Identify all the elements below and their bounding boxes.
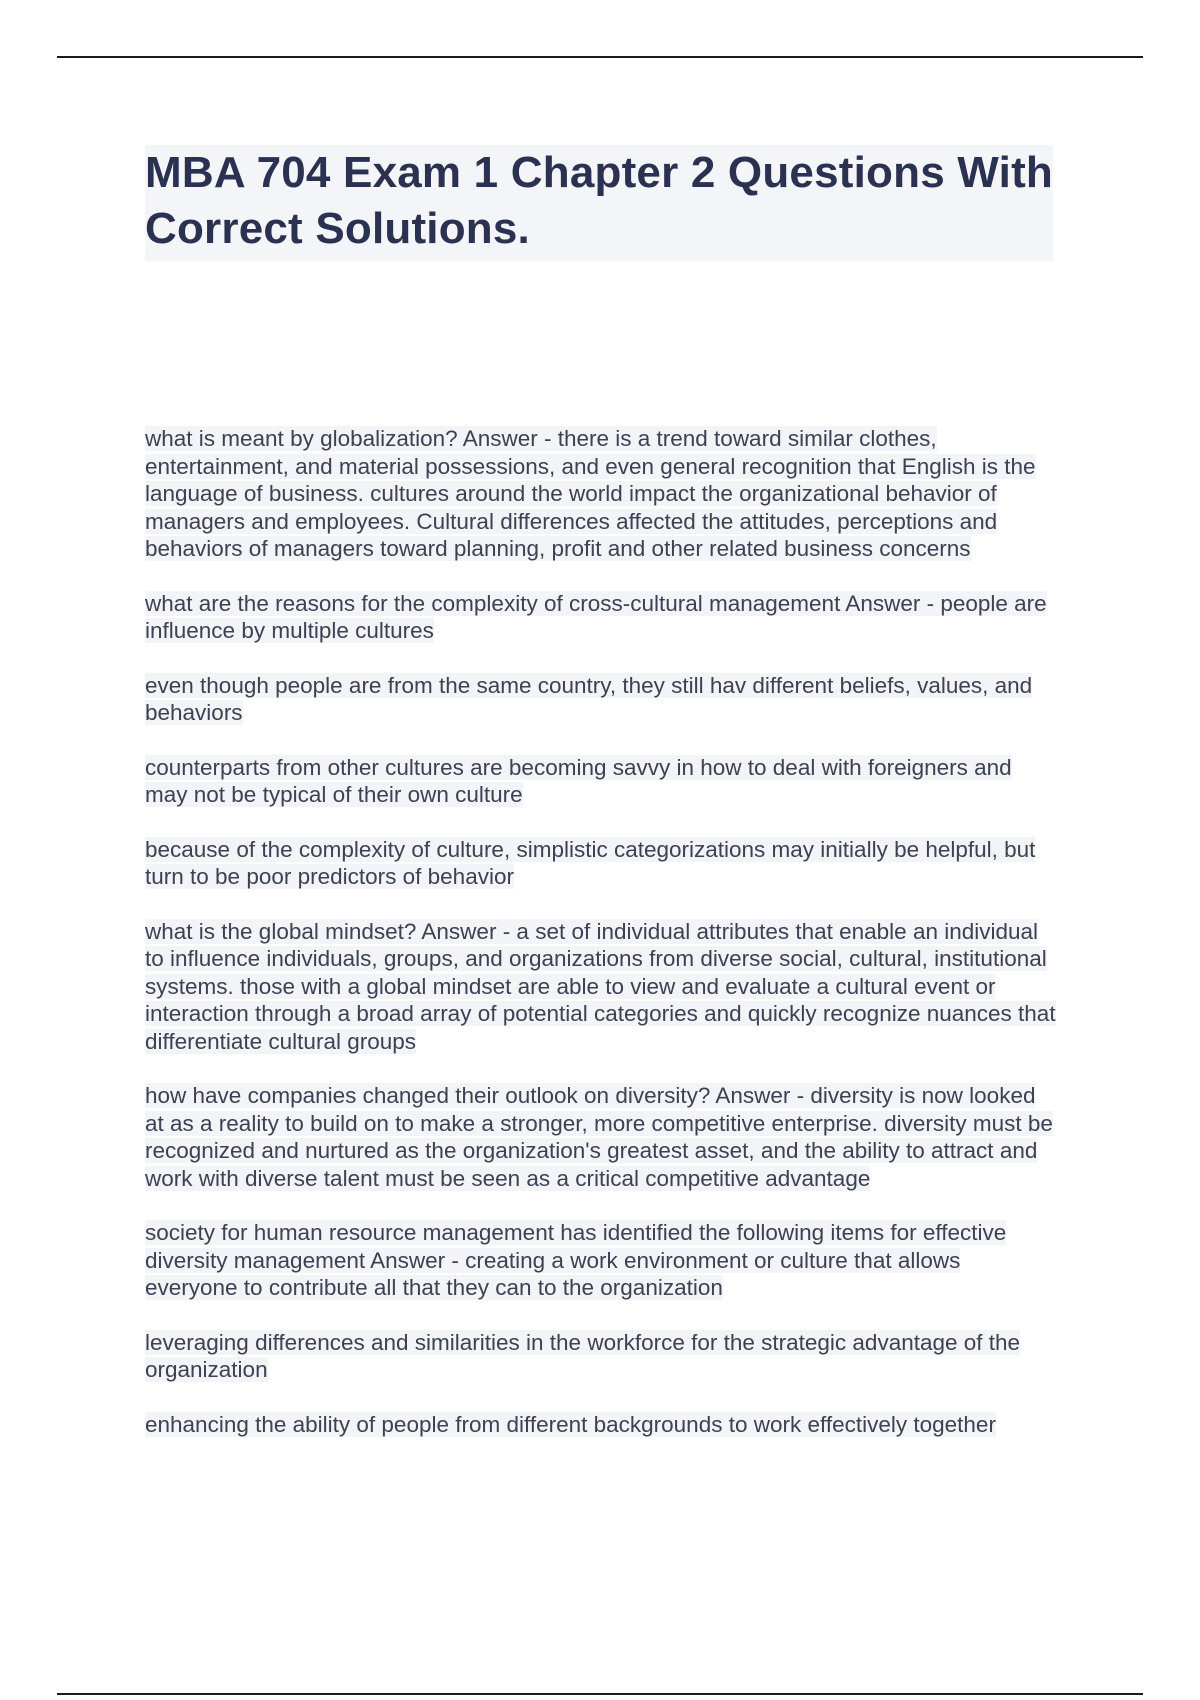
paragraph-text: enhancing the ability of people from different backgrounds to work effectively together	[145, 1411, 996, 1437]
title-block	[145, 145, 1053, 261]
paragraph-text: what are the reasons for the complexity of cross-cultural management Answer - people are influence by multiple cultures	[145, 590, 1047, 643]
document-body	[145, 425, 1057, 1465]
paragraph-enhancing-ability	[145, 1411, 1057, 1439]
paragraph-leveraging-differences	[145, 1329, 1057, 1384]
paragraph-text: what is meant by globalization? Answer - there is a trend toward similar clothes, entertainment, and material possessions, and even general recognition that English is the language of business. cultures around the world impact the organizational behavior of managers and employees. Cultural differences affected the attitudes, perceptions and behaviors of managers toward planning, profit and other related business concerns	[145, 426, 1036, 561]
paragraph-text: counterparts from other cultures are becoming savvy in how to deal with foreigners and may not be typical of their own culture	[145, 754, 1012, 807]
paragraph-text: society for human resource management has identified the following items for effective diversity management Answer - creating a work environment or culture that allows everyone to contribute all that they can to the organization	[145, 1220, 1007, 1300]
page-title: MBA 704 Exam 1 Chapter 2 Questions With Correct Solutions.	[145, 148, 1053, 253]
paragraph-cross-cultural-complexity	[145, 590, 1057, 645]
paragraph-counterparts	[145, 754, 1057, 809]
paragraph-same-country	[145, 672, 1057, 727]
paragraph-text: even though people are from the same country, they still hav different beliefs, values, and behaviors	[145, 672, 1033, 725]
paragraph-simplistic-categorizations	[145, 836, 1057, 891]
top-rule	[57, 56, 1143, 58]
paragraph-text: leveraging differences and similarities in the workforce for the strategic advantage of the organization	[145, 1329, 1021, 1382]
paragraph-diversity-outlook	[145, 1082, 1057, 1192]
paragraph-shrm-items	[145, 1219, 1057, 1302]
bottom-rule	[57, 1693, 1143, 1695]
paragraph-text: what is the global mindset? Answer - a set of individual attributes that enable an individual to influence individuals, groups, and organizations from diverse social, cultural, institutional systems. those with a global mindset are able to view and evaluate a cultural event or interaction through a broad array of potential categories and quickly recognize nuances that differentiate cultural groups	[145, 918, 1056, 1054]
paragraph-globalization	[145, 425, 1057, 563]
paragraph-text: because of the complexity of culture, simplistic categorizations may initially be helpful, but turn to be poor predictors of behavior	[145, 836, 1036, 889]
paragraph-text: how have companies changed their outlook on diversity? Answer - diversity is now looked at as a reality to build on to make a stronger, more competitive enterprise. diversity must be recognized and nurtured as the organization's greatest asset, and the ability to attract and work with diverse talent must be seen as a critical competitive advantage	[145, 1083, 1053, 1191]
paragraph-global-mindset	[145, 918, 1057, 1056]
